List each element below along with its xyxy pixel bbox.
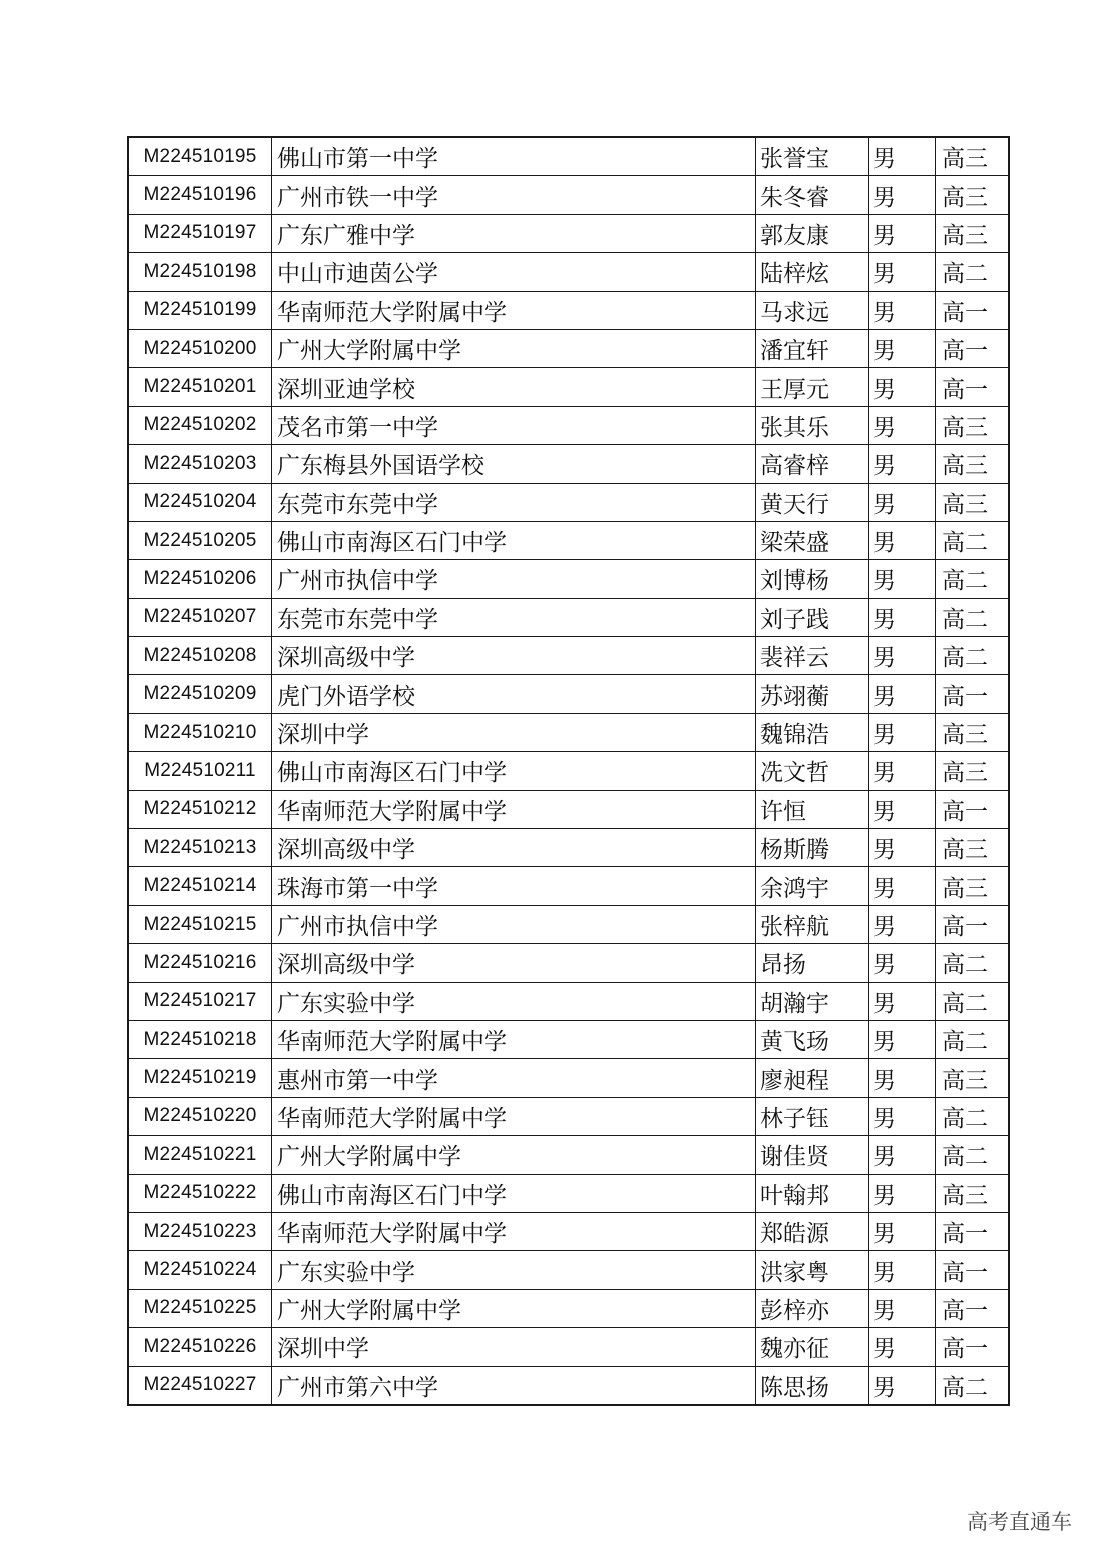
school-cell: 广州大学附属中学: [272, 1289, 756, 1327]
student-name-cell: 余鸿宇: [756, 867, 869, 905]
student-name-cell: 黄天行: [756, 483, 869, 521]
gender-cell: 男: [869, 752, 936, 790]
student-name-cell: 刘博杨: [756, 560, 869, 598]
gender-cell: 男: [869, 675, 936, 713]
table-row: [128, 329, 1009, 367]
school-cell: 珠海市第一中学: [272, 867, 756, 905]
student-name-cell: 高睿梓: [756, 445, 869, 483]
grade-cell: 高二: [936, 1097, 1010, 1135]
table-row: [128, 867, 1009, 905]
gender-cell: 男: [869, 1366, 936, 1405]
school-cell: 广州市第六中学: [272, 1366, 756, 1405]
table-row: [128, 713, 1009, 751]
student-name-cell: 梁荣盛: [756, 521, 869, 559]
school-cell: 华南师范大学附属中学: [272, 790, 756, 828]
table-row: [128, 752, 1009, 790]
student-name-cell: 许恒: [756, 790, 869, 828]
grade-cell: 高二: [936, 521, 1010, 559]
gender-cell: 男: [869, 713, 936, 751]
gender-cell: 男: [869, 483, 936, 521]
gender-cell: 男: [869, 214, 936, 252]
student-name-cell: 洪家粤: [756, 1251, 869, 1289]
school-cell: 深圳中学: [272, 1328, 756, 1366]
student-id-cell: M224510205: [128, 521, 272, 559]
gender-cell: 男: [869, 1136, 936, 1174]
student-id-cell: M224510222: [128, 1174, 272, 1212]
student-id-cell: M224510198: [128, 253, 272, 291]
table-row: [128, 483, 1009, 521]
student-id-cell: M224510196: [128, 176, 272, 214]
table-row: [128, 790, 1009, 828]
school-cell: 东莞市东莞中学: [272, 483, 756, 521]
school-cell: 广州大学附属中学: [272, 1136, 756, 1174]
school-cell: 佛山市南海区石门中学: [272, 521, 756, 559]
table-row: [128, 1212, 1009, 1250]
table-row: [128, 1020, 1009, 1058]
student-name-cell: 魏锦浩: [756, 713, 869, 751]
table-row: [128, 675, 1009, 713]
grade-cell: 高三: [936, 483, 1010, 521]
student-name-cell: 廖昶程: [756, 1059, 869, 1097]
table-row: [128, 176, 1009, 214]
gender-cell: 男: [869, 560, 936, 598]
student-name-cell: 潘宜轩: [756, 329, 869, 367]
grade-cell: 高二: [936, 944, 1010, 982]
school-cell: 中山市迪茵公学: [272, 253, 756, 291]
grade-cell: 高一: [936, 1328, 1010, 1366]
school-cell: 深圳中学: [272, 713, 756, 751]
student-name-cell: 朱冬睿: [756, 176, 869, 214]
table-row: [128, 253, 1009, 291]
student-name-cell: 叶翰邦: [756, 1174, 869, 1212]
gender-cell: 男: [869, 406, 936, 444]
student-name-cell: 冼文哲: [756, 752, 869, 790]
table-row: [128, 521, 1009, 559]
student-name-cell: 林子钰: [756, 1097, 869, 1135]
student-name-cell: 魏亦征: [756, 1328, 869, 1366]
student-name-cell: 裴祥云: [756, 637, 869, 675]
school-cell: 东莞市东莞中学: [272, 598, 756, 636]
school-cell: 广东实验中学: [272, 1251, 756, 1289]
student-id-cell: M224510207: [128, 598, 272, 636]
student-name-cell: 胡瀚宇: [756, 982, 869, 1020]
school-cell: 惠州市第一中学: [272, 1059, 756, 1097]
table-row: [128, 1097, 1009, 1135]
student-id-cell: M224510223: [128, 1212, 272, 1250]
student-name-cell: 昂扬: [756, 944, 869, 982]
student-name-cell: 张梓航: [756, 905, 869, 943]
grade-cell: 高三: [936, 137, 1010, 176]
gender-cell: 男: [869, 1212, 936, 1250]
student-name-cell: 郭友康: [756, 214, 869, 252]
student-name-cell: 郑皓源: [756, 1212, 869, 1250]
table-row: [128, 1059, 1009, 1097]
grade-cell: 高二: [936, 560, 1010, 598]
student-id-cell: M224510214: [128, 867, 272, 905]
table-row: [128, 944, 1009, 982]
student-id-cell: M224510203: [128, 445, 272, 483]
grade-cell: 高二: [936, 1136, 1010, 1174]
table-row: [128, 637, 1009, 675]
gender-cell: 男: [869, 176, 936, 214]
school-cell: 华南师范大学附属中学: [272, 291, 756, 329]
student-name-cell: 张其乐: [756, 406, 869, 444]
grade-cell: 高二: [936, 637, 1010, 675]
table-row: [128, 445, 1009, 483]
student-id-cell: M224510216: [128, 944, 272, 982]
grade-cell: 高一: [936, 675, 1010, 713]
student-name-cell: 王厚元: [756, 368, 869, 406]
student-id-cell: M224510209: [128, 675, 272, 713]
student-name-cell: 黄飞玚: [756, 1020, 869, 1058]
student-id-cell: M224510197: [128, 214, 272, 252]
gender-cell: 男: [869, 1251, 936, 1289]
student-id-cell: M224510211: [128, 752, 272, 790]
student-name-cell: 张誉宝: [756, 137, 869, 176]
student-name-cell: 刘子践: [756, 598, 869, 636]
gender-cell: 男: [869, 867, 936, 905]
grade-cell: 高一: [936, 905, 1010, 943]
student-id-cell: M224510199: [128, 291, 272, 329]
student-id-cell: M224510221: [128, 1136, 272, 1174]
grade-cell: 高三: [936, 1174, 1010, 1212]
gender-cell: 男: [869, 1097, 936, 1135]
gender-cell: 男: [869, 1289, 936, 1327]
table-row: [128, 905, 1009, 943]
table-row: [128, 1251, 1009, 1289]
gender-cell: 男: [869, 1020, 936, 1058]
student-name-cell: 陈思扬: [756, 1366, 869, 1405]
gender-cell: 男: [869, 944, 936, 982]
school-cell: 虎门外语学校: [272, 675, 756, 713]
student-id-cell: M224510195: [128, 137, 272, 176]
gender-cell: 男: [869, 137, 936, 176]
student-id-cell: M224510212: [128, 790, 272, 828]
table-row: [128, 1174, 1009, 1212]
table-row: [128, 368, 1009, 406]
gender-cell: 男: [869, 982, 936, 1020]
grade-cell: 高一: [936, 790, 1010, 828]
grade-cell: 高三: [936, 214, 1010, 252]
student-name-cell: 陆梓炫: [756, 253, 869, 291]
table-row: [128, 291, 1009, 329]
gender-cell: 男: [869, 829, 936, 867]
student-id-cell: M224510220: [128, 1097, 272, 1135]
school-cell: 深圳亚迪学校: [272, 368, 756, 406]
grade-cell: 高三: [936, 406, 1010, 444]
student-name-cell: 彭梓亦: [756, 1289, 869, 1327]
grade-cell: 高一: [936, 291, 1010, 329]
grade-cell: 高三: [936, 867, 1010, 905]
school-cell: 广东广雅中学: [272, 214, 756, 252]
grade-cell: 高二: [936, 1366, 1010, 1405]
gender-cell: 男: [869, 790, 936, 828]
school-cell: 广州市执信中学: [272, 560, 756, 598]
student-id-cell: M224510213: [128, 829, 272, 867]
gender-cell: 男: [869, 368, 936, 406]
grade-cell: 高二: [936, 982, 1010, 1020]
student-id-cell: M224510201: [128, 368, 272, 406]
student-id-cell: M224510215: [128, 905, 272, 943]
table-row: [128, 1289, 1009, 1327]
school-cell: 茂名市第一中学: [272, 406, 756, 444]
table-row: [128, 1366, 1009, 1405]
student-id-cell: M224510227: [128, 1366, 272, 1405]
school-cell: 广东梅县外国语学校: [272, 445, 756, 483]
gender-cell: 男: [869, 253, 936, 291]
school-cell: 佛山市南海区石门中学: [272, 752, 756, 790]
gender-cell: 男: [869, 1174, 936, 1212]
school-cell: 广州市铁一中学: [272, 176, 756, 214]
student-id-cell: M224510202: [128, 406, 272, 444]
grade-cell: 高三: [936, 176, 1010, 214]
grade-cell: 高二: [936, 253, 1010, 291]
student-name-cell: 谢佳贤: [756, 1136, 869, 1174]
student-id-cell: M224510225: [128, 1289, 272, 1327]
grade-cell: 高一: [936, 329, 1010, 367]
school-cell: 广州大学附属中学: [272, 329, 756, 367]
gender-cell: 男: [869, 905, 936, 943]
student-id-cell: M224510204: [128, 483, 272, 521]
table-row: [128, 137, 1009, 176]
gender-cell: 男: [869, 521, 936, 559]
watermark-text: 高考直通车: [967, 1510, 1072, 1534]
gender-cell: 男: [869, 1328, 936, 1366]
student-name-cell: 杨斯腾: [756, 829, 869, 867]
school-cell: 华南师范大学附属中学: [272, 1212, 756, 1250]
student-name-cell: 苏翊蘅: [756, 675, 869, 713]
table-row: [128, 598, 1009, 636]
school-cell: 深圳高级中学: [272, 637, 756, 675]
student-id-cell: M224510200: [128, 329, 272, 367]
student-id-cell: M224510226: [128, 1328, 272, 1366]
grade-cell: 高一: [936, 1212, 1010, 1250]
table-row: [128, 829, 1009, 867]
table-row: [128, 560, 1009, 598]
gender-cell: 男: [869, 445, 936, 483]
student-id-cell: M224510217: [128, 982, 272, 1020]
student-id-cell: M224510206: [128, 560, 272, 598]
student-roster-table: [127, 136, 1010, 1406]
grade-cell: 高二: [936, 1020, 1010, 1058]
school-cell: 广东实验中学: [272, 982, 756, 1020]
student-id-cell: M224510218: [128, 1020, 272, 1058]
gender-cell: 男: [869, 637, 936, 675]
grade-cell: 高一: [936, 368, 1010, 406]
school-cell: 华南师范大学附属中学: [272, 1020, 756, 1058]
student-id-cell: M224510219: [128, 1059, 272, 1097]
school-cell: 深圳高级中学: [272, 829, 756, 867]
grade-cell: 高三: [936, 713, 1010, 751]
gender-cell: 男: [869, 329, 936, 367]
roster-body: [128, 137, 1009, 1405]
grade-cell: 高一: [936, 1289, 1010, 1327]
table-row: [128, 1328, 1009, 1366]
table-row: [128, 406, 1009, 444]
school-cell: 深圳高级中学: [272, 944, 756, 982]
table-row: [128, 1136, 1009, 1174]
school-cell: 佛山市第一中学: [272, 137, 756, 176]
grade-cell: 高三: [936, 445, 1010, 483]
grade-cell: 高三: [936, 752, 1010, 790]
student-id-cell: M224510208: [128, 637, 272, 675]
school-cell: 广州市执信中学: [272, 905, 756, 943]
grade-cell: 高二: [936, 598, 1010, 636]
student-id-cell: M224510210: [128, 713, 272, 751]
table-row: [128, 214, 1009, 252]
grade-cell: 高三: [936, 829, 1010, 867]
gender-cell: 男: [869, 291, 936, 329]
school-cell: 华南师范大学附属中学: [272, 1097, 756, 1135]
grade-cell: 高三: [936, 1059, 1010, 1097]
grade-cell: 高一: [936, 1251, 1010, 1289]
student-id-cell: M224510224: [128, 1251, 272, 1289]
table-row: [128, 982, 1009, 1020]
school-cell: 佛山市南海区石门中学: [272, 1174, 756, 1212]
gender-cell: 男: [869, 598, 936, 636]
student-name-cell: 马求远: [756, 291, 869, 329]
gender-cell: 男: [869, 1059, 936, 1097]
